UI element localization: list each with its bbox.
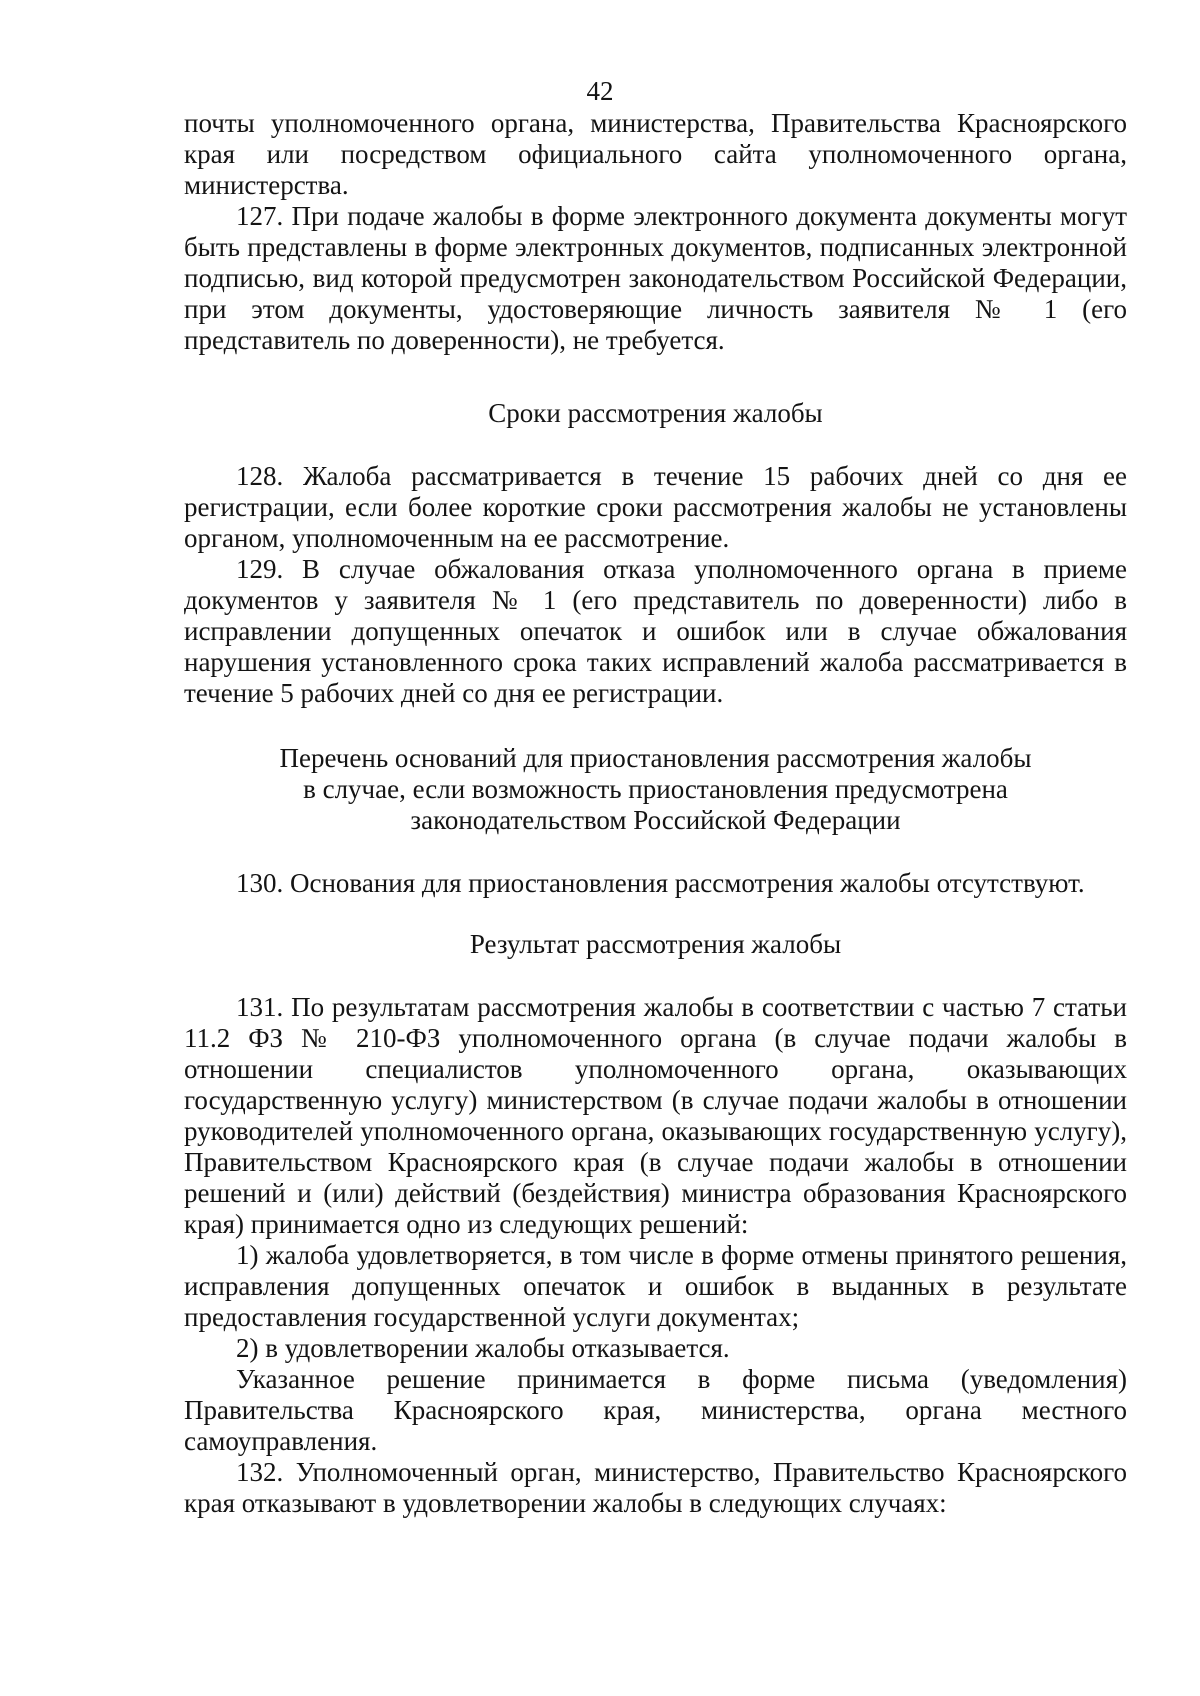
page-number: 42 bbox=[586, 76, 614, 106]
paragraph-131-item-2: 2) в удовлетворении жалобы отказывается. bbox=[236, 1333, 730, 1363]
paragraph-continuation: почты уполномоченного органа, министерства, Правительства Красноярского края или посредством официального сайта уполномоченного органа, министерства. bbox=[184, 108, 1127, 200]
paragraph-131: 131. По результатам рассмотрения жалобы в соответствии с частью 7 статьи 11.2 ФЗ № 210-ФЗ уполномоченного органа (в случае подачи жалобы в отношении специалистов уполномоченного органа, оказывающих государственную услугу) министерством (в случае подачи жалобы в отношении руководителей уполномоченного органа, оказывающих государственную услугу), Правительством Красноярского края (в случае подачи жалобы в отношении решений и (или) действий (бездействия) министра образования Красноярского края) принимается одно из следующих решений: bbox=[184, 992, 1127, 1239]
paragraph-128: 128. Жалоба рассматривается в течение 15 рабочих дней со дня ее регистрации, если более короткие сроки рассмотрения жалобы не установлены органом, уполномоченным на ее рассмотрение. bbox=[184, 461, 1127, 553]
paragraph-127: 127. При подаче жалобы в форме электронного документа документы могут быть представлены в форме электронных документов, подписанных электронной подписью, вид которой предусмотрен законодательством Российской Федерации, при этом документы, удостоверяющие личность заявителя № 1 (его представитель по доверенности), не требуется. bbox=[184, 201, 1127, 355]
paragraph-129: 129. В случае обжалования отказа уполномоченного органа в приеме документов у заявителя № 1 (его представитель по доверенности) либо в исправлении допущенных опечаток и ошибок или в случае обжалования нарушения установленного срока таких исправлений жалоба рассматривается в течение 5 рабочих дней со дня ее регистрации. bbox=[184, 554, 1127, 708]
text-block-130 bbox=[184, 868, 1127, 899]
heading-line: в случае, если возможность приостановления предусмотрена bbox=[303, 774, 1008, 804]
text-block-1 bbox=[184, 108, 1127, 356]
section-heading-review-result: Результат рассмотрения жалобы bbox=[469, 929, 842, 959]
section-heading-suspension-grounds bbox=[184, 743, 1127, 836]
paragraph-131-item-1: 1) жалоба удовлетворяется, в том числе в форме отмены принятого решения, исправления допущенных опечаток и ошибок в выданных в результате предоставления государственной услуги документах; bbox=[184, 1240, 1127, 1332]
text-block-2 bbox=[184, 461, 1127, 709]
paragraph-130: 130. Основания для приостановления рассмотрения жалобы отсутствуют. bbox=[236, 868, 1085, 898]
section-heading-review-terms: Сроки рассмотрения жалобы bbox=[488, 398, 823, 428]
paragraph-131-decision-form: Указанное решение принимается в форме письма (уведомления) Правительства Красноярского края, министерства, органа местного самоуправления. bbox=[184, 1364, 1127, 1456]
paragraph-132: 132. Уполномоченный орган, министерство, Правительство Красноярского края отказывают в удовлетворении жалобы в следующих случаях: bbox=[184, 1457, 1127, 1518]
heading-line: законодательством Российской Федерации bbox=[410, 805, 901, 835]
heading-line: Перечень оснований для приостановления рассмотрения жалобы bbox=[279, 743, 1032, 773]
text-block-3 bbox=[184, 992, 1127, 1519]
